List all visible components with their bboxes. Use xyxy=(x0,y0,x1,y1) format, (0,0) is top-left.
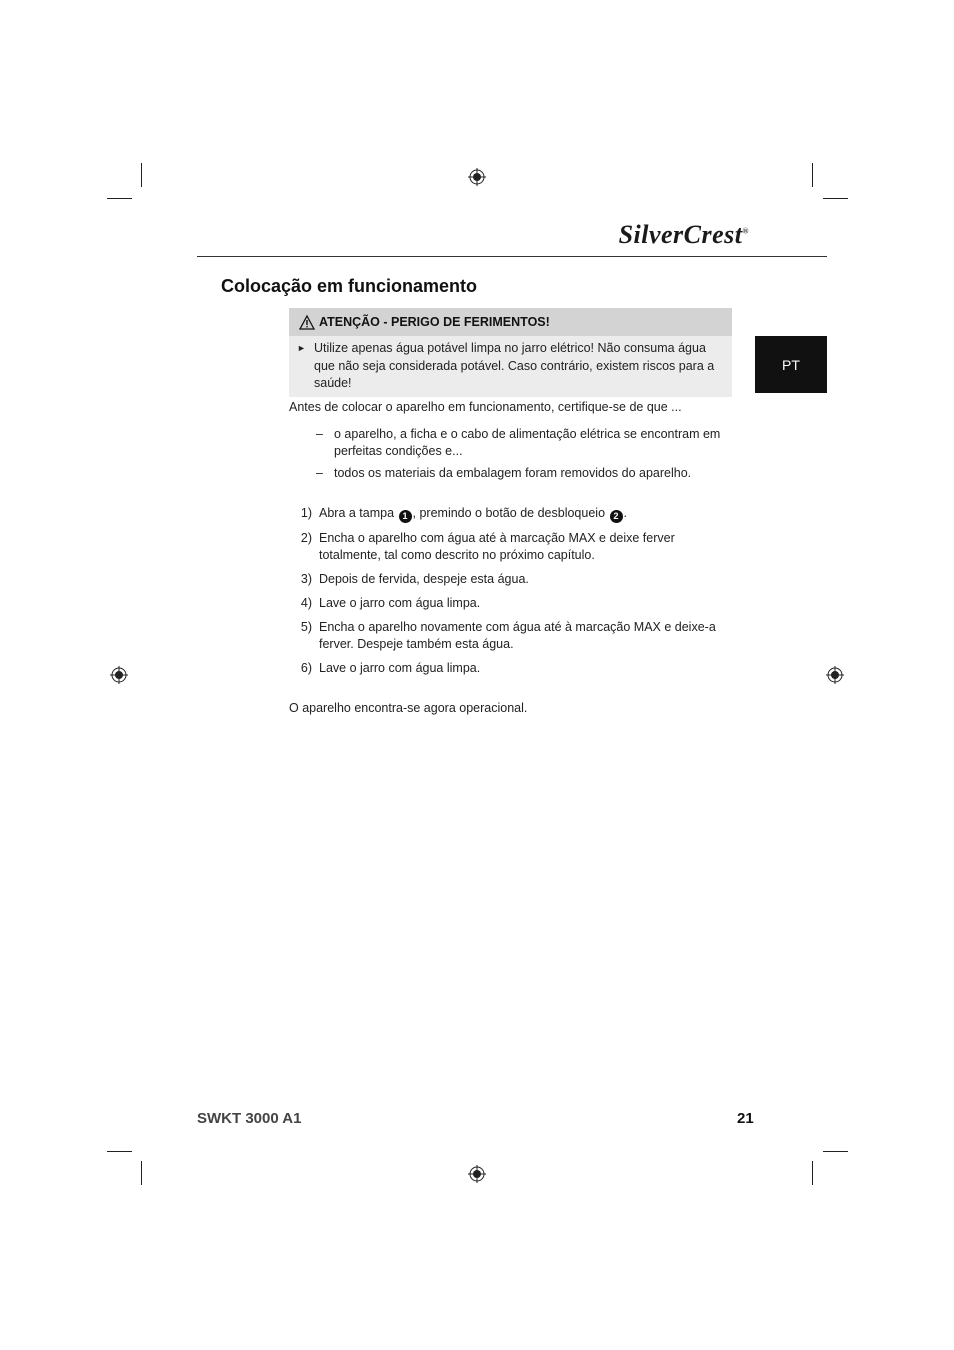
list-item xyxy=(316,426,732,460)
step-item xyxy=(289,595,732,612)
language-tab: PT xyxy=(755,336,827,393)
step-number: 5) xyxy=(300,620,312,634)
registration-mark-icon xyxy=(468,1165,486,1183)
step-number: 3) xyxy=(300,572,312,586)
step-item xyxy=(289,530,732,564)
step-item xyxy=(289,505,732,523)
crop-mark xyxy=(141,163,142,187)
warning-text: Utilize apenas água potável limpa no jarro elétrico! Não consuma água que não seja considerada potável. Caso contrário, existem riscos para a saúde! xyxy=(314,341,715,390)
step-text-part: , premindo o botão de desbloqueio xyxy=(412,506,609,520)
crop-mark xyxy=(107,1151,132,1152)
registration-mark-icon xyxy=(468,168,486,186)
arrow-bullet-icon: ► xyxy=(297,343,306,353)
page-number: 21 xyxy=(737,1110,754,1127)
registration-mark-icon xyxy=(826,666,844,684)
dash-bullet: – xyxy=(316,466,323,480)
list-item-text: o aparelho, a ficha e o cabo de alimentação elétrica se encontram em perfeitas condições e... xyxy=(334,427,721,458)
footer-model: SWKT 3000 A1 xyxy=(197,1110,302,1127)
step-item xyxy=(289,660,732,677)
warning-body xyxy=(289,336,732,397)
step-number: 6) xyxy=(300,661,312,675)
list-item-text: todos os materiais da embalagem foram removidos do aparelho. xyxy=(334,466,692,480)
step-text: Lave o jarro com água limpa. xyxy=(319,661,481,675)
callout-badge: 2 xyxy=(610,510,623,523)
list-item xyxy=(316,465,732,482)
step-text: Encha o aparelho com água até à marcação MAX e deixe ferver totalmente, tal como descrito no próximo capítulo. xyxy=(319,531,675,562)
step-text-part: Abra a tampa xyxy=(319,506,398,520)
crop-mark xyxy=(823,198,848,199)
step-text: Encha o aparelho novamente com água até à marcação MAX e deixe-a ferver. Despeje também esta água. xyxy=(319,620,716,651)
outro-text: O aparelho encontra-se agora operacional. xyxy=(289,701,528,715)
crop-mark xyxy=(812,163,813,187)
brand-logo xyxy=(619,220,749,250)
step-number: 1) xyxy=(300,506,312,520)
crop-mark xyxy=(141,1161,142,1185)
warning-box xyxy=(289,308,732,397)
section-title: Colocação em funcionamento xyxy=(221,276,478,296)
dash-bullet: – xyxy=(316,427,323,441)
crop-mark xyxy=(823,1151,848,1152)
warning-triangle-icon xyxy=(299,315,315,330)
brand-name: SilverCrest xyxy=(618,220,743,249)
step-item xyxy=(289,619,732,653)
step-number: 2) xyxy=(300,531,312,545)
registered-mark: ® xyxy=(742,226,749,236)
crop-mark xyxy=(107,198,132,199)
step-text: Depois de fervida, despeje esta água. xyxy=(319,572,529,586)
step-text: Lave o jarro com água limpa. xyxy=(319,596,481,610)
warning-header xyxy=(289,308,732,336)
steps-list xyxy=(289,505,732,684)
step-text-part: . xyxy=(623,506,627,520)
step-number: 4) xyxy=(300,596,312,610)
step-item xyxy=(289,571,732,588)
callout-badge: 1 xyxy=(399,510,412,523)
checklist xyxy=(316,426,732,487)
registration-mark-icon xyxy=(110,666,128,684)
header-rule xyxy=(197,256,827,257)
crop-mark xyxy=(812,1161,813,1185)
step-text xyxy=(312,505,627,523)
intro-text: Antes de colocar o aparelho em funcionamento, certifique-se de que ... xyxy=(289,400,682,414)
warning-title: ATENÇÃO - PERIGO DE FERIMENTOS! xyxy=(319,315,550,329)
